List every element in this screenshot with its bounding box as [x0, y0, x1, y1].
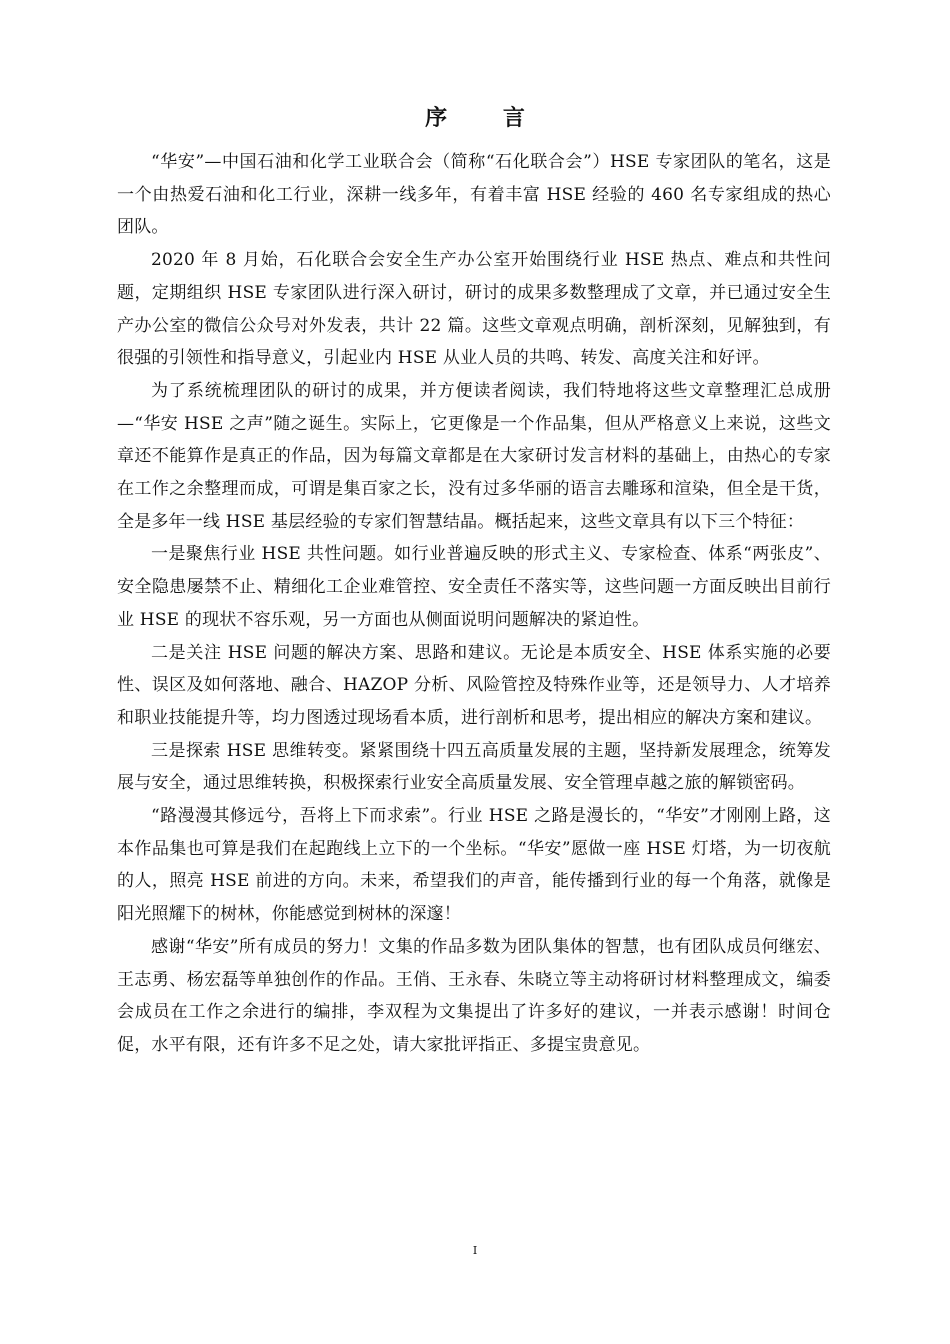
paragraph-purpose: 为了系统梳理团队的研讨的成果，并方便读者阅读，我们特地将这些文章整理汇总成册—“华安 HSE 之声”随之诞生。实际上，它更像是一个作品集，但从严格意义上来说，这些文章还不能算作是真正的作品，因为每篇文章都是在大家研讨发言材料的基础上，由热心的专家在工作之余整理而成，可谓是集百家之长，没有过多华丽的语言去雕琢和渲染，但全是干货，全是多年一线 HSE 基层经验的专家们智慧结晶。概括起来，这些文章具有以下三个特征：	[117, 380, 831, 532]
paragraph-acknowledgement: 感谢“华安”所有成员的努力！文集的作品多数为团队集体的智慧，也有团队成员何继宏、王志勇、杨宏磊等单独创作的作品。王俏、王永春、朱晓立等主动将研讨材料整理成文，编委会成员在工作之余进行的编排，李双程为文集提出了许多好的建议，一并表示感谢！时间仓促，水平有限，还有许多不足之处，请大家批评指正、多提宝贵意见。	[117, 936, 831, 1055]
preface-body	[117, 146, 831, 1062]
paragraph-background: 2020 年 8 月始，石化联合会安全生产办公室开始围绕行业 HSE 热点、难点和共性问题，定期组织 HSE 专家团队进行深入研讨，研讨的成果多数整理成了文章，并已通过安全生产办公室的微信公众号对外发表，共计 22 篇。这些文章观点明确，剖析深刻，见解独到，有很强的引领性和指导意义，引起业内 HSE 从业人员的共鸣、转发、高度关注和好评。	[117, 250, 831, 369]
paragraph-outlook: “路漫漫其修远兮，吾将上下而求索”。行业 HSE 之路是漫长的，“华安”才刚刚上路，这本作品集也可算是我们在起跑线上立下的一个坐标。“华安”愿做一座 HSE 灯塔，为一切夜航的人，照亮 HSE 前进的方向。未来，希望我们的声音，能传播到行业的每一个角落，就像是阳光照耀下的树林，你能感觉到树林的深邃！	[117, 806, 831, 925]
paragraph-feature-one: 一是聚焦行业 HSE 共性问题。如行业普遍反映的形式主义、专家检查、体系“两张皮”、安全隐患屡禁不止、精细化工企业难管控、安全责任不落实等，这些问题一方面反映出目前行业 HSE 的现状不容乐观，另一方面也从侧面说明问题解决的紧迫性。	[117, 544, 831, 630]
paragraph-feature-two: 二是关注 HSE 问题的解决方案、思路和建议。无论是本质安全、HSE 体系实施的必要性、误区及如何落地、融合、HAZOP 分析、风险管控及特殊作业等，还是领导力、人才培养和职业技能提升等，均力图透过现场看本质，进行剖析和思考，提出相应的解决方案和建议。	[117, 642, 831, 728]
page-title: 序 言	[425, 105, 549, 131]
page-number: I	[472, 1244, 478, 1257]
paragraph-feature-three: 三是探索 HSE 思维转变。紧紧围绕十四五高质量发展的主题，坚持新发展理念，统筹发展与安全，通过思维转换，积极探索行业安全高质量发展、安全管理卓越之旅的解锁密码。	[117, 740, 831, 794]
paragraph-intro: “华安”—中国石油和化学工业联合会（简称“石化联合会”）HSE 专家团队的笔名，这是一个由热爱石油和化工行业，深耕一线多年，有着丰富 HSE 经验的 460 名专家组成的热心团队。	[117, 152, 831, 238]
